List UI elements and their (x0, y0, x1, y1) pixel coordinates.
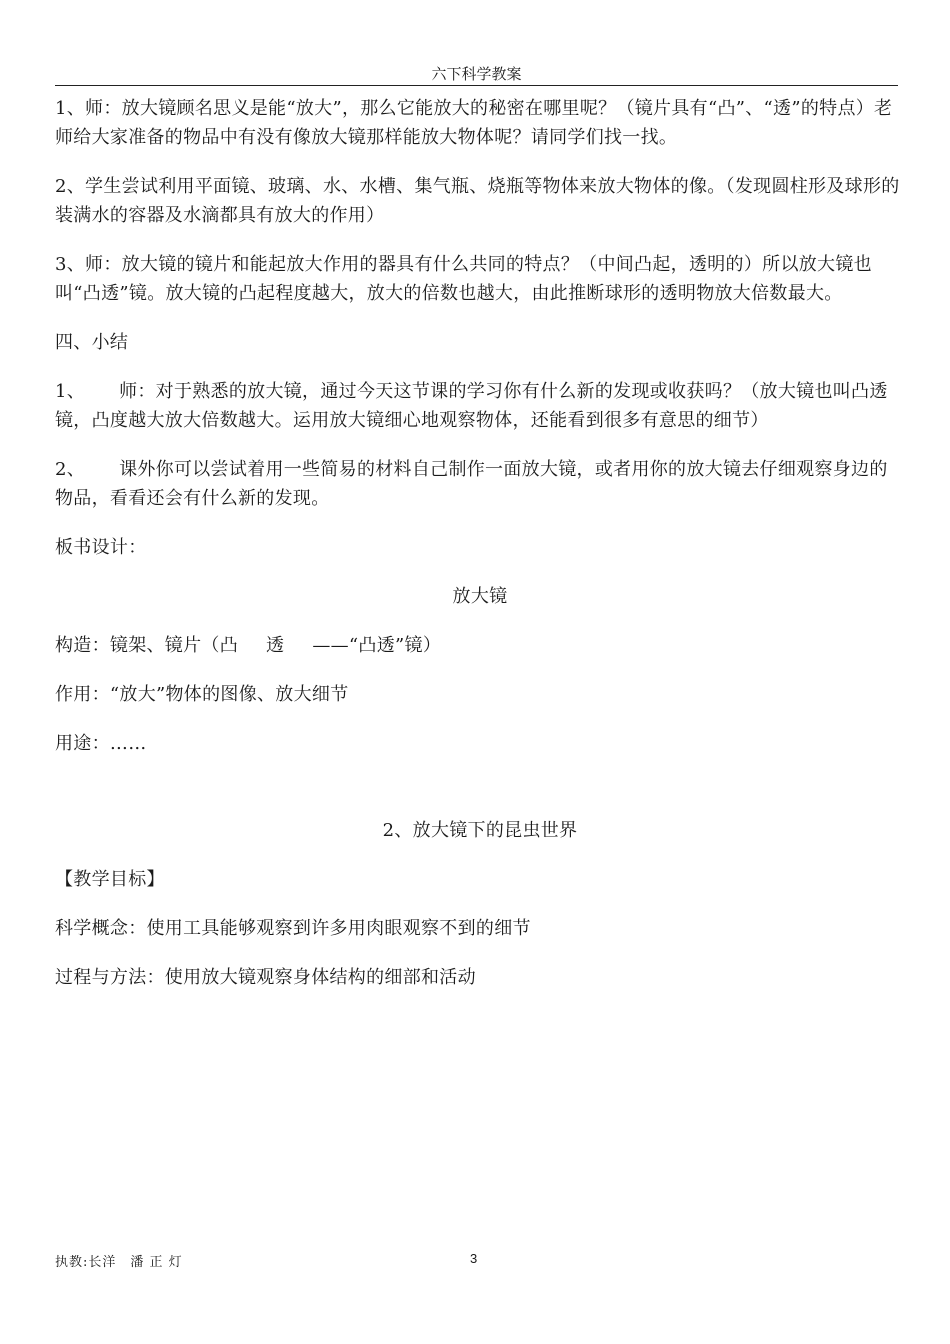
summary-item-1-number: 1、 (55, 381, 86, 402)
paragraph-3: 3、师：放大镜的镜片和能起放大作用的器具有什么共同的特点？（中间凸起，透明的）所以放大镜也叫“凸透”镜。放大镜的凸起程度越大，放大的倍数也越大，由此推断球形的透明物放大倍数最大。 (55, 254, 872, 304)
summary-item-2-number: 2、 (55, 459, 86, 480)
board-function-line: 作用：“放大”物体的图像、放大细节 (55, 684, 349, 705)
lesson-2-title: 2、放大镜下的昆虫世界 (382, 820, 578, 841)
summary-item-2 (55, 455, 905, 513)
document-body (55, 94, 905, 1012)
summary-item-2-text: 课外你可以尝试着用一些简易的材料自己制作一面放大镜，或者用你的放大镜去仔细观察身边的物品，看看还会有什么新的发现。 (55, 459, 888, 509)
board-design-label: 板书设计： (55, 537, 147, 558)
footer-teacher: 执教:长洋 潘 正 灯 (55, 1255, 183, 1270)
board-title: 放大镜 (452, 586, 508, 607)
goal-process-method: 过程与方法：使用放大镜观察身体结构的细部和活动 (55, 967, 476, 988)
board-structure-part-b: 透 (266, 635, 285, 656)
page-header: 六下科学教案 (55, 64, 898, 86)
goal-science-concept: 科学概念：使用工具能够观察到许多用肉眼观察不到的细节 (55, 918, 531, 939)
section-summary-heading: 四、小结 (55, 332, 129, 353)
summary-item-1-text: 师：对于熟悉的放大镜，通过今天这节课的学习你有什么新的发现或收获吗？（放大镜也叫凸透镜，凸度越大放大倍数越大。运用放大镜细心地观察物体，还能看到很多有意思的细节） (55, 381, 888, 431)
board-structure-part-a: 构造：镜架、镜片（凸 (55, 635, 238, 656)
teaching-goals-heading: 【教学目标】 (55, 869, 165, 890)
paragraph-2: 2、学生尝试利用平面镜、玻璃、水、水槽、集气瓶、烧瓶等物体来放大物体的像。（发现圆柱形及球形的装满水的容器及水滴都具有放大的作用） (55, 176, 900, 226)
board-use-line: 用途：…… (55, 733, 147, 754)
board-structure-part-c: ——“凸透”镜） (312, 635, 442, 656)
footer-page-number: 3 (470, 1251, 478, 1266)
paragraph-1: 1、师：放大镜顾名思义是能“放大”，那么它能放大的秘密在哪里呢？（镜片具有“凸”、“透”的特点）老师给大家准备的物品中有没有像放大镜那样能放大物体呢？请同学们找一找。 (55, 98, 893, 148)
board-structure-line (55, 631, 905, 660)
summary-item-1 (55, 377, 905, 435)
